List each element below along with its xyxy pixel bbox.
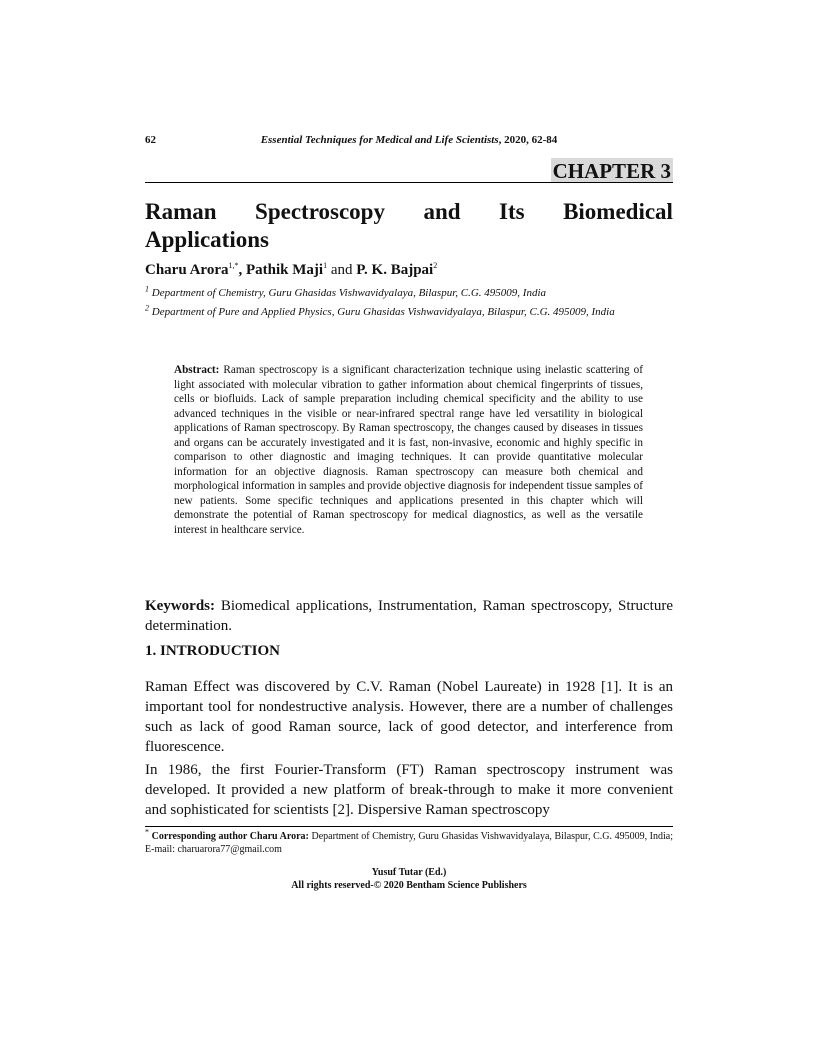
editor-line: Yusuf Tutar (Ed.) <box>371 867 447 878</box>
affiliation-text: Department of Pure and Applied Physics, Guru Ghasidas Vishwavidyalaya, Bilaspur, C.G. 495009, India <box>149 306 615 318</box>
affiliation <box>145 286 673 301</box>
chapter-label: CHAPTER 3 <box>552 159 671 183</box>
author-affiliation-mark: 1,* <box>228 261 239 270</box>
keywords <box>145 596 673 636</box>
keywords-label: Keywords: <box>145 598 215 614</box>
author-name: Pathik Maji <box>245 262 324 278</box>
footnote-mark: * <box>145 827 149 837</box>
affiliation-text: Department of Chemistry, Guru Ghasidas Vishwavidyalaya, Bilaspur, C.G. 495009, India <box>149 287 547 299</box>
abstract-label: Abstract: <box>174 364 220 376</box>
affiliation-mark: 2 <box>145 303 149 313</box>
journal-volume-pages: , 2020, 62-84 <box>498 134 558 146</box>
title-word: Spectroscopy <box>255 199 385 224</box>
title-word: Raman <box>145 199 217 224</box>
header-rule <box>145 182 673 183</box>
keywords-text: Biomedical applications, Instrumentation, Raman spectroscopy, Structure determination. <box>145 598 673 634</box>
section-heading: 1. INTRODUCTION <box>145 643 281 659</box>
title-line-2: Applications <box>145 227 269 252</box>
publisher-block <box>145 866 673 892</box>
title-word: and <box>423 199 461 224</box>
author-separator: , <box>238 262 246 278</box>
body-paragraph: Raman Effect was discovered by C.V. Raman (Nobel Laureate) in 1928 [1]. It is an important tool for nondestructive analysis. However, there are a number of challenges such as lack of good Raman source, lack of good detector, and interference from fluorescence. <box>145 679 673 755</box>
affiliation-mark: 1 <box>145 284 149 294</box>
footnote-label: Corresponding author Charu Arora: <box>149 831 309 842</box>
author-separator: and <box>327 262 357 278</box>
title-word: Biomedical <box>563 199 673 224</box>
title-line-1 <box>145 198 673 226</box>
author-name: P. K. Bajpai <box>356 262 434 278</box>
author-affiliation-mark: 2 <box>433 261 438 270</box>
author-affiliation-mark: 1 <box>323 261 328 270</box>
journal-title: Essential Techniques for Medical and Life Scientists <box>260 134 499 146</box>
author-list <box>145 262 437 279</box>
copyright-line: All rights reserved-© 2020 Bentham Science Publishers <box>291 880 527 891</box>
abstract-text: Raman spectroscopy is a significant characterization technique using inelastic scattering of light associated with molecular vibration to gather information about chemical fingerprints of tissues, cells or biofluids. Lack of sample preparation including chemical specificity and the ability to use advanced techniques in the visible or near-infrared spectral range have led versatility in biological applications of Raman spectroscopy. By Raman spectroscopy, the changes caused by diseases in tissues and organs can be accurately investigated and it is fast, non-invasive, economic and highly specific in comparison to other diagnostic and imaging techniques. It can provide quantitative molecular information for an objective diagnosis. Raman spectroscopy can measure both chemical and morphological information in samples and provide objective diagnosis for independent tissue samples of new patients. Some specific techniques and applications presented in this chapter which will demonstrate the potential of Raman spectroscopy for medical diagnostics, as well as the versatile interest in healthcare service. <box>174 364 643 536</box>
title-word: Its <box>499 199 525 224</box>
author-name: Charu Arora <box>145 262 229 278</box>
affiliation <box>145 305 673 320</box>
abstract <box>174 363 643 537</box>
body-paragraph: In 1986, the first Fourier-Transform (FT) Raman spectroscopy instrument was developed. It provided a new platform of break-through to make it more convenient and sophisticated for scientists [2]. Dispersive Raman spectroscopy <box>145 762 673 818</box>
footnote-rule <box>145 826 673 827</box>
journal-citation <box>145 134 673 146</box>
page-number: 62 <box>145 134 156 146</box>
chapter-title <box>145 198 673 254</box>
footnote <box>145 827 673 856</box>
footnote-text: Department of Chemistry, Guru Ghasidas Vishwavidyalaya, Bilaspur, C.G. 495009, India; E-mail: charuarora77@gmail.com <box>145 831 673 855</box>
